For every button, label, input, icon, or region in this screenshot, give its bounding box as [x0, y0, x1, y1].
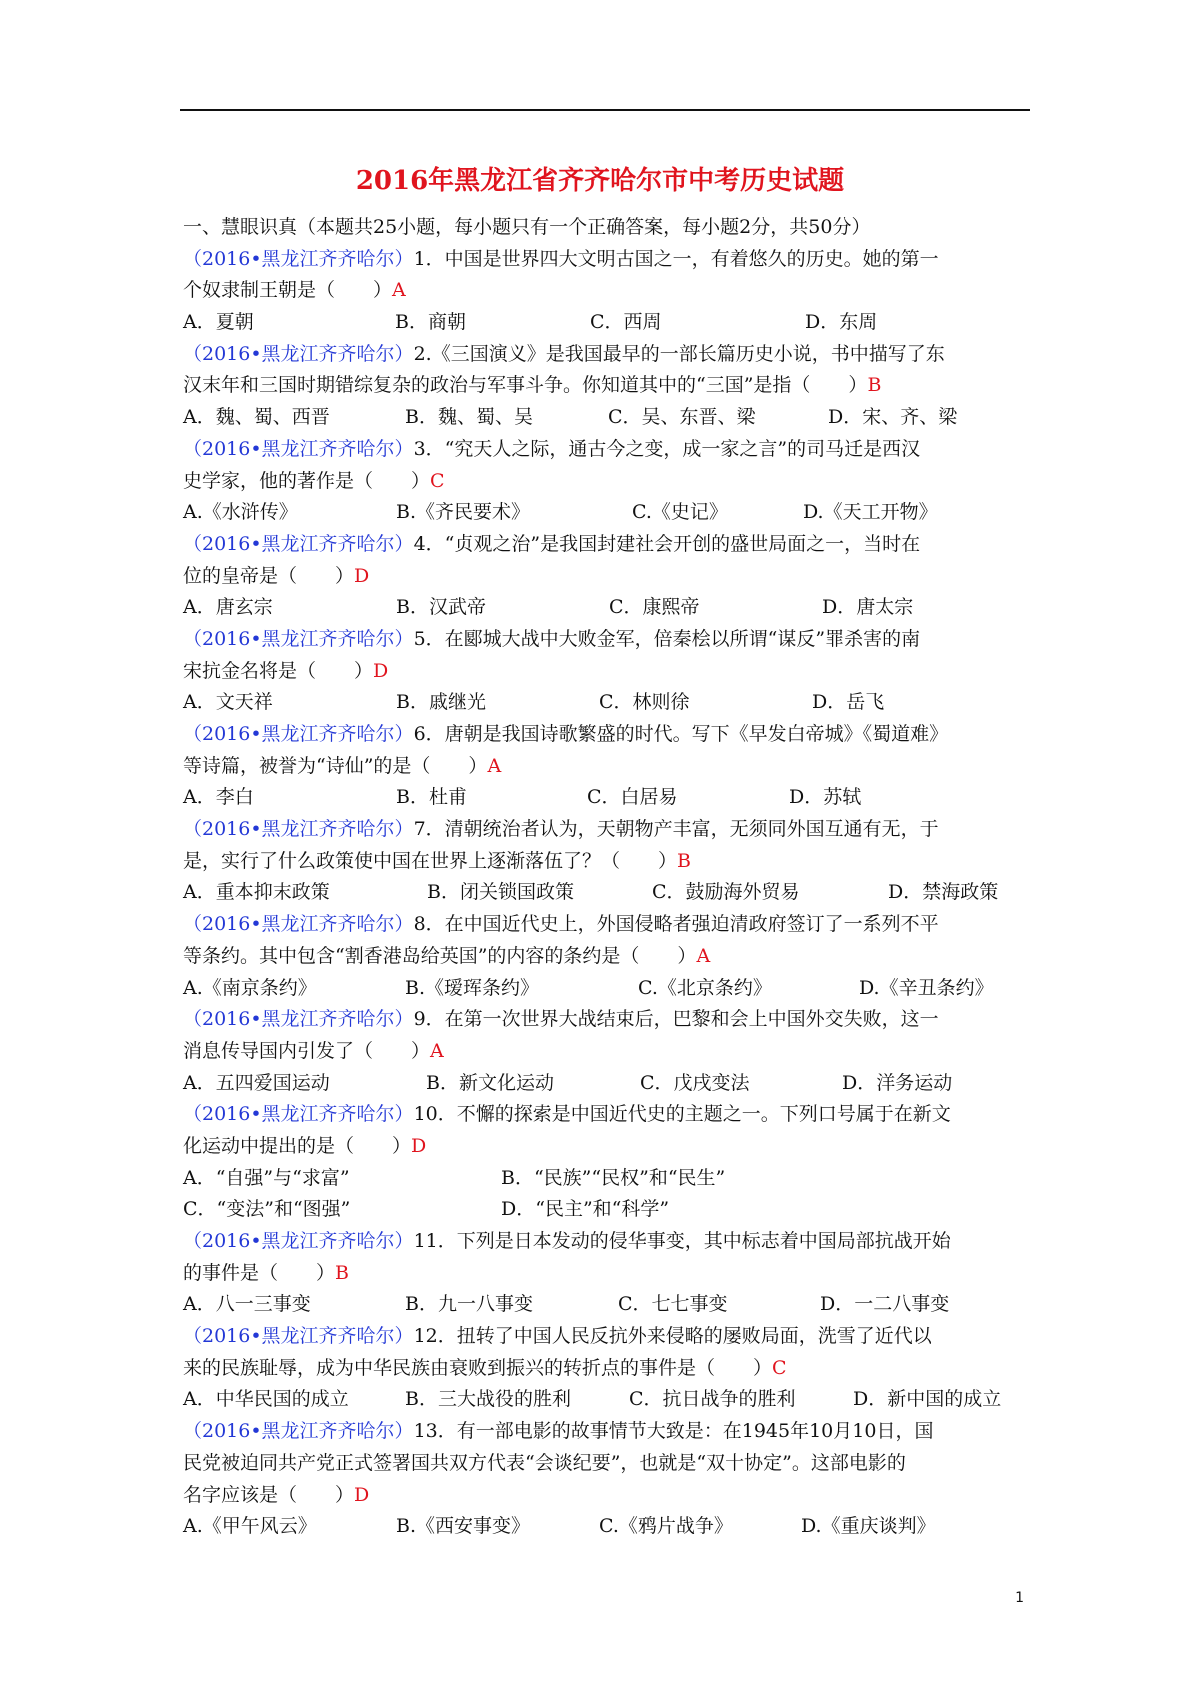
question-text: 消息传导国内引发了（ ） — [183, 1039, 431, 1062]
question-text: 史学家，他的著作是（ ） — [183, 469, 431, 492]
answer-label: B — [867, 374, 882, 397]
option-a: A．魏、蜀、西晋 — [183, 406, 330, 429]
option-a: A．八一三事变 — [183, 1293, 311, 1316]
question-text: 等诗篇，被誉为“诗仙”的是（ ） — [183, 754, 488, 777]
question-text: 名字应该是（ ） — [183, 1483, 355, 1506]
question-3-options — [183, 497, 1035, 529]
question-3-line-1 — [183, 434, 1035, 466]
option-d: D.《天工开物》 — [803, 501, 938, 524]
question-13-options — [183, 1511, 1035, 1543]
option-d: D．宋、齐、梁 — [828, 406, 958, 429]
option-d: D．苏轼 — [789, 786, 862, 809]
question-text: 9．在第一次世界大战结束后，巴黎和会上中国外交失败，这一 — [413, 1008, 939, 1031]
answer-label: D — [373, 659, 389, 682]
option-c: C．鼓励海外贸易 — [652, 881, 800, 904]
option-d: D.《辛丑条约》 — [859, 976, 994, 999]
question-source: （2016•黑龙江齐齐哈尔） — [183, 913, 414, 936]
option-c: C.《史记》 — [632, 501, 728, 524]
question-9-options — [183, 1068, 1035, 1100]
option-b: B．新文化运动 — [426, 1071, 554, 1094]
question-8-line-1 — [183, 909, 1035, 941]
question-5-line-1 — [183, 624, 1035, 656]
question-source: （2016•黑龙江齐齐哈尔） — [183, 627, 414, 650]
question-9-line-2 — [183, 1036, 1035, 1068]
section-heading: 一、慧眼识真（本题共25小题，每小题只有一个正确答案，每小题2分，共50分） — [183, 216, 871, 238]
question-source: （2016•黑龙江齐齐哈尔） — [183, 1325, 414, 1348]
answer-label: B — [335, 1261, 349, 1284]
page-number: 1 — [1015, 1590, 1024, 1606]
question-7-line-1 — [183, 814, 1035, 846]
answer-label: A — [430, 1039, 444, 1062]
question-source: （2016•黑龙江齐齐哈尔） — [183, 247, 414, 270]
option-c: C．“变法”和“图强” — [183, 1198, 351, 1221]
answer-label: B — [677, 849, 691, 872]
question-13-line-1 — [183, 1416, 1035, 1448]
question-text: 个奴隶制王朝是（ ） — [183, 279, 393, 302]
option-b: B．汉武帝 — [396, 596, 486, 619]
question-13-line-3 — [183, 1480, 1035, 1512]
question-text: 的事件是（ ） — [183, 1261, 336, 1284]
option-c: C．康熙帝 — [609, 596, 700, 619]
question-3-line-2 — [183, 466, 1035, 498]
option-b: B．“民族”“民权”和“民生” — [501, 1166, 726, 1189]
option-a: A.《甲午风云》 — [183, 1515, 317, 1538]
header-rule — [180, 109, 1030, 111]
question-source: （2016•黑龙江齐齐哈尔） — [183, 818, 414, 841]
question-text: 化运动中提出的是（ ） — [183, 1134, 412, 1157]
question-8-line-2 — [183, 941, 1035, 973]
option-b: B．九一八事变 — [405, 1293, 533, 1316]
question-text: 4．“贞观之治”是我国封建社会开创的盛世局面之一，当时在 — [413, 532, 921, 555]
answer-label: C — [430, 469, 445, 492]
option-d: D．禁海政策 — [888, 881, 999, 904]
option-d: D．东周 — [805, 311, 878, 334]
option-a: A．李白 — [183, 786, 254, 809]
option-a: A．中华民国的成立 — [183, 1388, 349, 1411]
question-text: 民党被迫同共产党正式签署国共双方代表“会谈纪要”，也就是“双十协定”。这部电影的 — [183, 1451, 906, 1474]
question-text: 11．下列是日本发动的侵华事变，其中标志着中国局部抗战开始 — [413, 1230, 951, 1252]
question-text: 是，实行了什么政策使中国在世界上逐渐落伍了？（ ） — [183, 849, 678, 872]
question-text: 13．有一部电影的故事情节大致是：在1945年10月10日，国 — [413, 1420, 934, 1443]
option-b: B.《瑷珲条约》 — [405, 976, 540, 999]
option-b: B．戚继光 — [396, 691, 486, 714]
question-12-line-1 — [183, 1321, 1035, 1353]
option-d: D.《重庆谈判》 — [801, 1515, 936, 1538]
option-b: B．三大战役的胜利 — [405, 1388, 571, 1411]
question-text: 6．唐朝是我国诗歌繁盛的时代。写下《早发白帝城》《蜀道难》 — [413, 723, 949, 745]
question-text: 宋抗金名将是（ ） — [183, 659, 374, 682]
question-2-options — [183, 402, 1035, 434]
question-text: 8．在中国近代史上，外国侵略者强迫清政府签订了一系列不平 — [413, 913, 939, 936]
question-6-options — [183, 782, 1035, 814]
option-d: D．洋务运动 — [842, 1071, 953, 1094]
option-a: A.《南京条约》 — [183, 976, 317, 999]
question-text: 5．在郾城大战中大败金军，倍秦桧以所谓“谋反”罪杀害的南 — [413, 627, 921, 650]
option-a: A．文天祥 — [183, 691, 273, 714]
exam-content — [183, 212, 1035, 1543]
question-1-line-1 — [183, 244, 1035, 276]
option-b: B．杜甫 — [396, 786, 467, 809]
option-d: D．一二八事变 — [820, 1293, 950, 1316]
question-7-line-2 — [183, 846, 1035, 878]
page-title: 2016年黑龙江省齐齐哈尔市中考历史试题 — [355, 166, 845, 196]
option-a: A．五四爱国运动 — [183, 1071, 330, 1094]
question-9-line-1 — [183, 1004, 1035, 1036]
question-13-line-2 — [183, 1448, 1035, 1480]
answer-label: C — [772, 1356, 787, 1379]
option-d: D．岳飞 — [812, 691, 885, 714]
option-c: C．吴、东晋、梁 — [608, 406, 756, 429]
question-8-options — [183, 973, 1035, 1005]
question-text: 3．“究天人之际，通古今之变，成一家之言”的司马迁是西汉 — [413, 437, 921, 460]
question-source: （2016•黑龙江齐齐哈尔） — [183, 342, 414, 365]
option-d: D．“民主”和“科学” — [501, 1198, 670, 1221]
question-source: （2016•黑龙江齐齐哈尔） — [183, 437, 414, 460]
option-a: A．唐玄宗 — [183, 596, 273, 619]
option-a: A．重本抑末政策 — [183, 881, 330, 904]
question-text: 7．清朝统治者认为，天朝物产丰富，无须同外国互通有无，于 — [413, 818, 939, 841]
option-c: C．抗日战争的胜利 — [629, 1388, 796, 1411]
question-5-line-2 — [183, 656, 1035, 688]
question-source: （2016•黑龙江齐齐哈尔） — [183, 1230, 414, 1252]
question-10-line-1 — [183, 1099, 1035, 1131]
question-text: 12．扭转了中国人民反抗外来侵略的屡败局面，洗雪了近代以 — [413, 1325, 932, 1348]
question-6-line-2 — [183, 751, 1035, 783]
question-10-line-2 — [183, 1131, 1035, 1163]
answer-label: A — [392, 279, 406, 302]
question-text: 10．不懈的探索是中国近代史的主题之一。下列口号属于在新文 — [413, 1103, 951, 1126]
option-a: A．夏朝 — [183, 311, 254, 334]
question-source: （2016•黑龙江齐齐哈尔） — [183, 1420, 414, 1443]
answer-label: A — [487, 754, 502, 777]
option-c: C.《北京条约》 — [638, 976, 772, 999]
question-source: （2016•黑龙江齐齐哈尔） — [183, 723, 414, 745]
question-2-line-1 — [183, 339, 1035, 371]
question-text: 1．中国是世界四大文明古国之一，有着悠久的历史。她的第一 — [413, 247, 939, 270]
question-source: （2016•黑龙江齐齐哈尔） — [183, 1008, 414, 1031]
question-7-options — [183, 877, 1035, 909]
option-b: B．商朝 — [395, 311, 466, 334]
option-a: A．“自强”与“求富” — [183, 1166, 350, 1189]
question-source: （2016•黑龙江齐齐哈尔） — [183, 532, 414, 555]
option-b: B.《西安事变》 — [396, 1515, 531, 1538]
question-2-line-2 — [183, 370, 1035, 402]
answer-label: D — [354, 564, 370, 587]
question-10-options-row-1 — [183, 1163, 1035, 1195]
question-4-line-2 — [183, 561, 1035, 593]
question-source: （2016•黑龙江齐齐哈尔） — [183, 1103, 414, 1126]
question-1-line-2 — [183, 275, 1035, 307]
question-4-line-1 — [183, 529, 1035, 561]
question-4-options — [183, 592, 1035, 624]
question-text: 来的民族耻辱，成为中华民族由衰败到振兴的转折点的事件是（ ） — [183, 1356, 773, 1379]
question-text: 位的皇帝是（ ） — [183, 564, 355, 587]
option-c: C．七七事变 — [618, 1293, 728, 1316]
question-6-line-1 — [183, 719, 1035, 751]
option-c: C.《鸦片战争》 — [599, 1515, 733, 1538]
question-text: 等条约。其中包含“割香港岛给英国”的内容的条约是（ ） — [183, 944, 697, 967]
question-11-line-1 — [183, 1226, 1035, 1258]
question-text: 汉末年和三国时期错综复杂的政治与军事斗争。你知道其中的“三国”是指（ ） — [183, 374, 868, 397]
question-1-options — [183, 307, 1035, 339]
question-12-options — [183, 1384, 1035, 1416]
question-10-options-row-2 — [183, 1194, 1035, 1226]
option-c: C．西周 — [590, 311, 662, 334]
option-d: D．唐太宗 — [822, 596, 914, 619]
question-11-options — [183, 1289, 1035, 1321]
option-c: C．戊戌变法 — [640, 1071, 750, 1094]
question-text: 2.《三国演义》是我国最早的一部长篇历史小说，书中描写了东 — [413, 342, 945, 365]
answer-label: D — [354, 1483, 370, 1506]
answer-label: D — [411, 1134, 427, 1157]
option-b: B．魏、蜀、吴 — [405, 406, 533, 429]
question-11-line-2 — [183, 1258, 1035, 1290]
option-b: B.《齐民要术》 — [396, 501, 531, 524]
option-d: D．新中国的成立 — [853, 1388, 1002, 1411]
option-b: B．闭关锁国政策 — [427, 881, 574, 904]
answer-label: A — [696, 944, 711, 967]
question-12-line-2 — [183, 1353, 1035, 1385]
question-5-options — [183, 687, 1035, 719]
option-a: A.《水浒传》 — [183, 501, 298, 524]
option-c: C．白居易 — [587, 786, 678, 809]
option-c: C．林则徐 — [599, 691, 690, 714]
